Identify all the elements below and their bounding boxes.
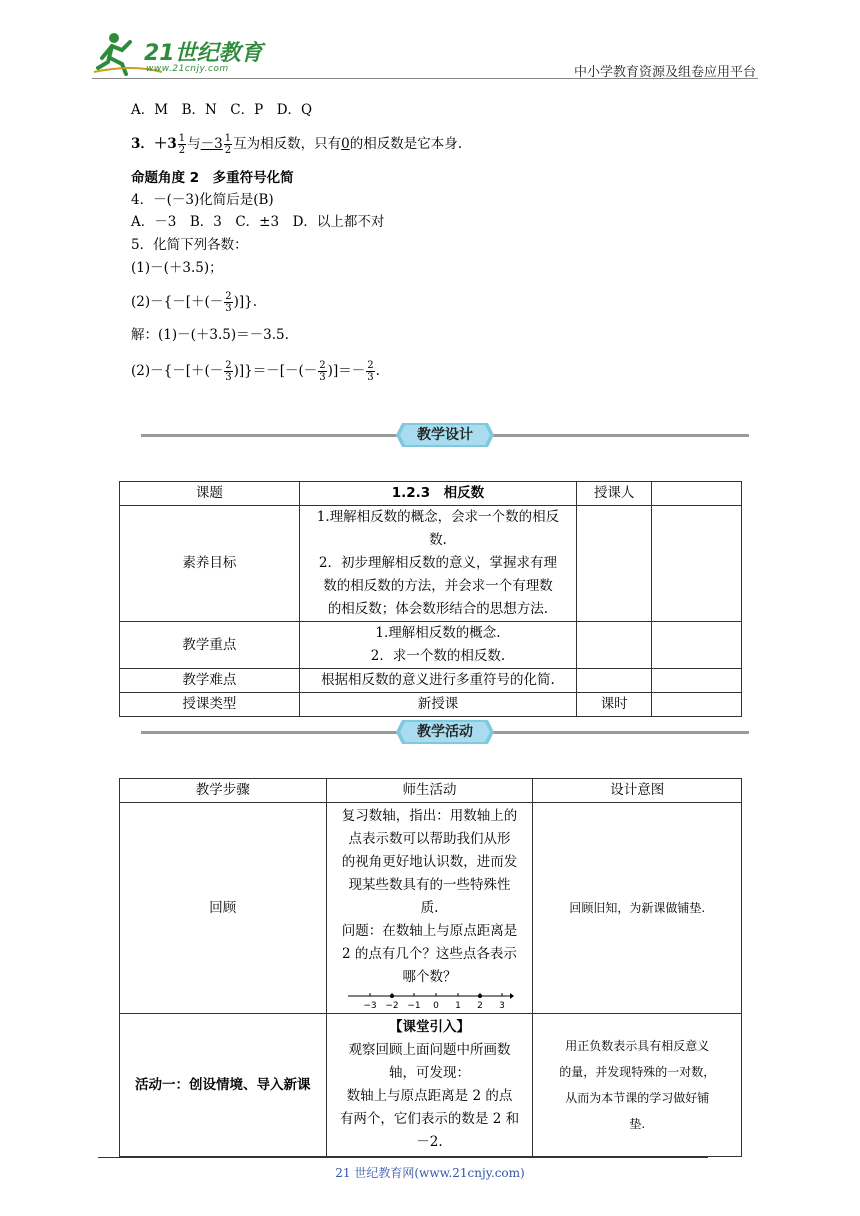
axis-label: 2 bbox=[477, 1001, 484, 1011]
review-activity: 复习数轴，指出：用数轴上的 点表示数可以帮助我们从形 的视角更好地认识数，进而发 现某些数具有的一些特殊性 质. 问题：在数轴上与原点距离是 2 的点有几个？这些点各表示 哪个数？ −3 −2 −1 0 1 2 3 bbox=[326, 803, 533, 1014]
banner-design-title: 教学设计 bbox=[417, 427, 473, 443]
q5: 5．化简下列各数： bbox=[131, 237, 248, 253]
key-points-content: 1.理解相反数的概念. 2．求一个数的相反数. bbox=[299, 622, 577, 669]
label-hours: 课时 bbox=[577, 693, 652, 717]
q3-answer-2: 0 bbox=[341, 136, 350, 152]
banner-activity-title: 教学活动 bbox=[417, 724, 473, 740]
q5-part2: (2)－{－[＋(－ $\frac{2}{3}$ )]}. bbox=[131, 291, 258, 314]
label-difficulty: 教学难点 bbox=[120, 669, 300, 693]
q3-prefix: 3．＋3 bbox=[131, 136, 177, 152]
review-intent: 回顾旧知，为新课做铺垫. bbox=[533, 803, 742, 1014]
banner-design bbox=[396, 423, 494, 447]
point-pos2 bbox=[478, 994, 482, 998]
banner-activity bbox=[396, 720, 494, 744]
label-topic: 课题 bbox=[120, 482, 300, 506]
header-divider bbox=[92, 78, 758, 79]
table-row bbox=[120, 1014, 742, 1157]
topic-value: 1.2.3 相反数 bbox=[299, 482, 577, 506]
teacher-value bbox=[652, 482, 742, 506]
axis-label: 1 bbox=[455, 1001, 462, 1011]
fraction: $\frac{1}{2}$ bbox=[178, 133, 186, 156]
difficulty-content: 根据相反数的意义进行多重符号的化简. bbox=[299, 669, 577, 693]
section-title: 命题角度 2 多重符号化简 bbox=[131, 170, 294, 186]
solution-1: 解：(1)－(＋3.5)＝－3.5. bbox=[131, 327, 289, 343]
axis-label: 3 bbox=[499, 1001, 506, 1011]
q5-part1: (1)－(＋3.5)； bbox=[131, 260, 223, 276]
table-header-row bbox=[120, 779, 742, 803]
logo-text: 21世纪教育 bbox=[144, 41, 263, 66]
table-row bbox=[120, 506, 742, 622]
header-step: 教学步骤 bbox=[120, 779, 327, 803]
q3: 3．＋3 $\frac{1}{2}$ 与－3 $\frac{1}{2}$ 互为相反数，只有0的相反数是它本身. bbox=[131, 133, 463, 156]
hours-value bbox=[652, 693, 742, 717]
label-goals: 素养目标 bbox=[120, 506, 300, 622]
footer-link[interactable]: 21 世纪教育网(www.21cnjy.com) bbox=[335, 1166, 525, 1180]
activity-one-intent: 用正负数表示具有相反意义 的量，并发现特殊的一对数， 从而为本节课的学习做好铺 垫. bbox=[533, 1014, 742, 1157]
table-row bbox=[120, 803, 742, 1014]
q4: 4．－(－3)化简后是(B) bbox=[131, 192, 274, 208]
q4-options: A．－3 B．3 C．±3 D．以上都不对 bbox=[131, 214, 385, 230]
axis-label: 0 bbox=[433, 1001, 440, 1011]
site-logo bbox=[92, 28, 272, 78]
header-activity: 师生活动 bbox=[326, 779, 533, 803]
q2-options: A．M B．N C．P D．Q bbox=[131, 102, 313, 118]
axis-label: −1 bbox=[407, 1001, 422, 1011]
platform-name: 中小学教育资源及组卷应用平台 bbox=[573, 65, 756, 80]
footer-divider bbox=[98, 1157, 708, 1158]
table-row bbox=[120, 482, 742, 506]
table-row bbox=[120, 693, 742, 717]
logo-url: www.21cnjy.com bbox=[146, 64, 229, 74]
step-activity-one: 活动一：创设情境、导入新课 bbox=[120, 1014, 327, 1157]
activity-table bbox=[119, 778, 742, 1157]
point-neg2 bbox=[390, 994, 394, 998]
number-line bbox=[344, 989, 514, 1011]
solution-2: (2)－{－[＋(－ $\frac{2}{3}$ )]}＝－[－(－ $\frac{2}{3}$ )]＝－ $\frac{2}{3}$ . bbox=[131, 360, 380, 383]
goals-content: 1.理解相反数的概念，会求一个数的相反 数. 2．初步理解相反数的意义，掌握求有理 数的相反数的方法，并会求一个有理数 的相反数；体会数形结合的思想方法. bbox=[299, 506, 577, 622]
q3-answer: －3 $\frac{1}{2}$ bbox=[200, 133, 232, 156]
label-key-points: 教学重点 bbox=[120, 622, 300, 669]
lesson-type-value: 新授课 bbox=[299, 693, 577, 717]
design-table bbox=[119, 481, 742, 717]
label-lesson-type: 授课类型 bbox=[120, 693, 300, 717]
table-row bbox=[120, 669, 742, 693]
header-intent: 设计意图 bbox=[533, 779, 742, 803]
activity-one-content: 【课堂引入】 观察回顾上面问题中所画数 轴，可发现： 数轴上与原点距离是 2 的点 有两个，它们表示的数是 2 和 －2. bbox=[326, 1014, 533, 1157]
label-teacher: 授课人 bbox=[577, 482, 652, 506]
axis-label: −3 bbox=[363, 1001, 378, 1011]
table-row bbox=[120, 622, 742, 669]
axis-label: −2 bbox=[385, 1001, 400, 1011]
step-review: 回顾 bbox=[120, 803, 327, 1014]
